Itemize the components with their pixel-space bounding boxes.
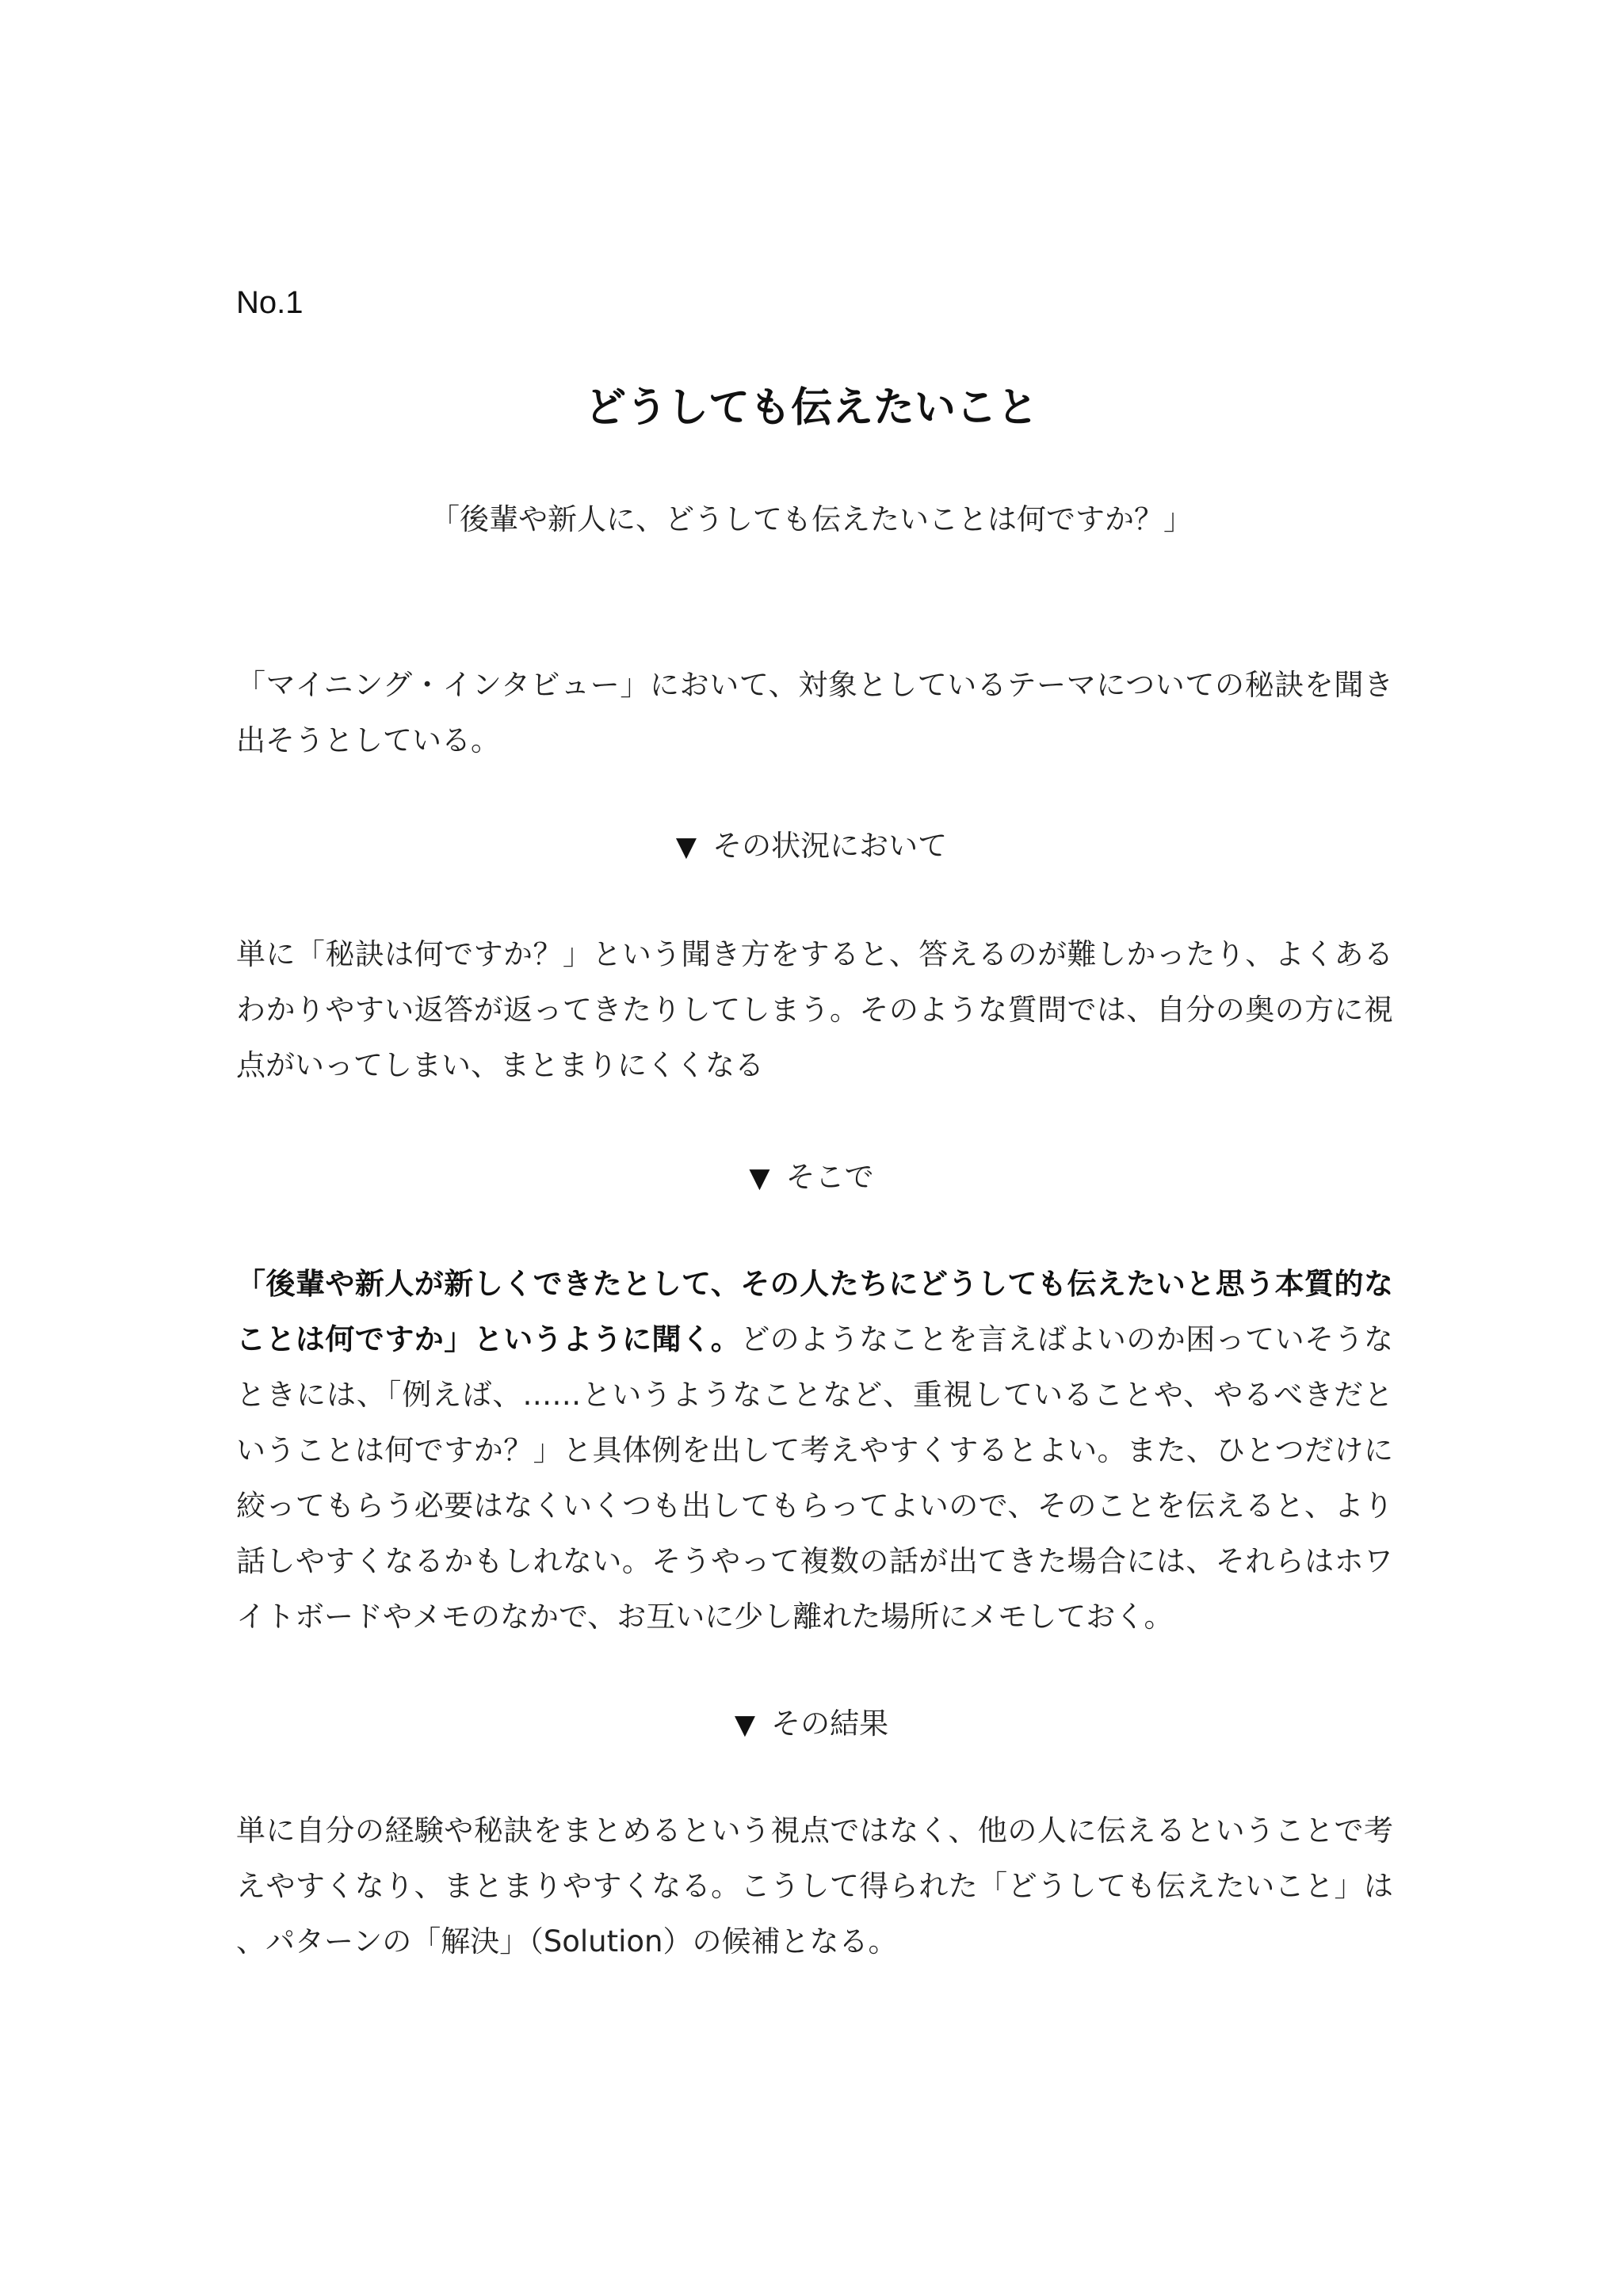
- pattern-title: どうしても伝えたいこと: [584, 384, 1038, 432]
- problem-heading-label: その状況において: [712, 829, 948, 863]
- triangle-down-icon: ▼: [675, 831, 697, 863]
- problem-paragraph: 単に「秘訣は何ですか？」という聞き方をすると、答えるのが難しかったり、よくあるわかりやすい返答が返ってきたりしてしまう。そのような質問では、自分の奥の方に視点がいってしまい、まとまりにくくなる: [236, 937, 1393, 1082]
- consequence-paragraph: 単に自分の経験や秘訣をまとめるという視点ではなく、他の人に伝えるということで考えやすくなり、まとまりやすくなる。こうして得られた「どうしても伝えたいこと」は、パターンの「解決」（Solution）の候補となる。: [236, 1814, 1393, 1958]
- solution-heading-label: そこで: [785, 1160, 874, 1194]
- problem-heading: [236, 824, 1387, 869]
- pattern-question: 「後輩や新人に、どうしても伝えたいことは何ですか？」: [430, 502, 1193, 536]
- solution-paragraph: [236, 1257, 1393, 1645]
- triangle-down-icon: ▼: [749, 1162, 770, 1194]
- consequence-heading-label: その結果: [771, 1707, 889, 1741]
- pattern-number: No.1: [236, 285, 304, 320]
- solution-body-text: どのようなことを言えばよいのか困っていそうなときには、「例えば、……というようなことなど、重視していることや、やるべきだということは何ですか？」と具体例を出して考えやすくするとよい。また、ひとつだけに絞ってもらう必要はなくいくつも出してもらってよいので、そのことを伝えると、より話しやすくなるかもしれない。そうやって複数の話が出てきた場合には、それらはホワイトボードやメモのなかで、お互いに少し離れた場所にメモしておく。: [236, 1322, 1394, 1634]
- triangle-down-icon: ▼: [734, 1709, 756, 1741]
- context-paragraph: 「マイニング・インタビュー」において、対象としているテーマについての秘訣を聞き出そうとしている。: [236, 668, 1393, 757]
- solution-heading: [236, 1155, 1387, 1200]
- solution-bold-text: 「後輩や新人が新しくできたとして、その人たちにどうしても伝えたいと思う本質的なことは何ですか」というように聞く。: [236, 1267, 1393, 1356]
- consequence-heading: [236, 1702, 1387, 1747]
